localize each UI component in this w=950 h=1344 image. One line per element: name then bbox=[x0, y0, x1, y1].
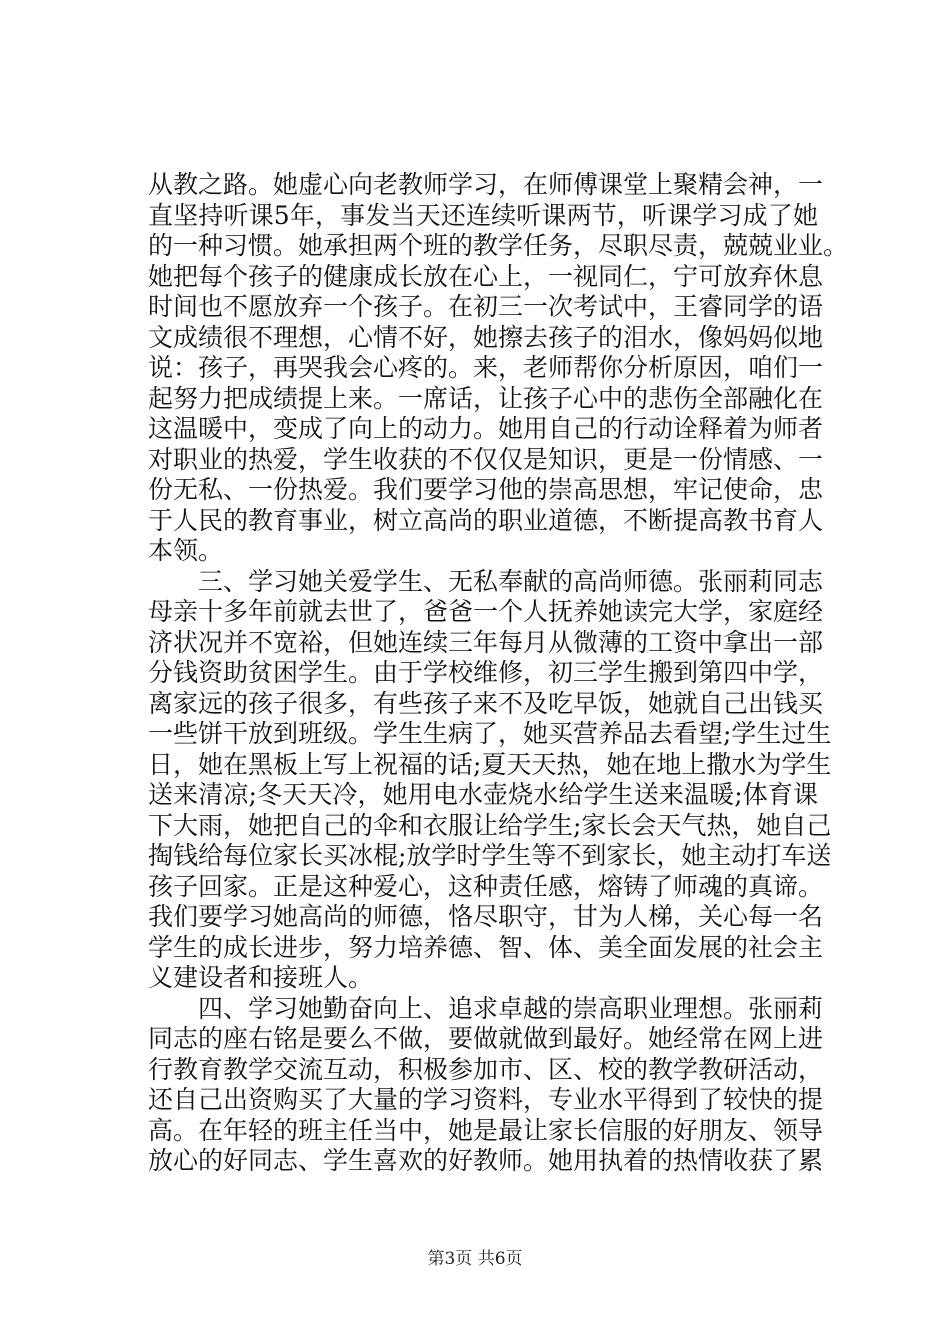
text-line-24: 孩子回家。正是这种爱心，这种责任感，熔铸了师魂的真谛。 bbox=[148, 871, 824, 901]
document-body bbox=[148, 170, 849, 1177]
text-line-25: 我们要学习她高尚的师德，恪尽职守，甘为人梯，关心每一名 bbox=[148, 902, 824, 931]
text-line-19: 一些饼干放到班级。学生生病了，她买营养品去看望;学生过生 bbox=[148, 719, 832, 748]
text-line-9: 这温暖中，变成了向上的动力。她用自己的行动诠释着为师者 bbox=[148, 414, 824, 443]
page-number-footer: 第3页 共6页 bbox=[427, 1249, 523, 1269]
text-line-20: 日，她在黑板上写上祝福的话;夏天天热，她在地上撒水为学生 bbox=[148, 749, 832, 779]
text-line-22: 下大雨，她把自己的伞和衣服让给学生;家长会天气热，她自己 bbox=[148, 810, 832, 840]
text-line-31: 还自己出资购买了大量的学习资料，专业水平得到了较快的提 bbox=[148, 1085, 824, 1114]
text-line-26: 学生的成长进步，努力培养德、智、体、美全面发展的社会主 bbox=[148, 932, 824, 962]
text-line-8: 起努力把成绩提上来。一席话，让孩子心中的悲伤全部融化在 bbox=[148, 383, 824, 413]
text-line-5: 时间也不愿放弃一个孩子。在初三一次考试中，王睿同学的语 bbox=[148, 292, 824, 321]
text-line-27: 义建设者和接班人。 bbox=[148, 963, 374, 992]
text-line-21: 送来清凉;冬天天冷，她用电水壶烧水给学生送来温暖;体育课 bbox=[148, 780, 818, 809]
text-line-33: 放心的好同志、学生喜欢的好教师。她用执着的热情收获了累 bbox=[148, 1146, 824, 1175]
text-line-3: 的一种习惯。她承担两个班的教学任务，尽职尽责，兢兢业业。 bbox=[148, 231, 849, 260]
text-line-11: 份无私、一份热爱。我们要学习他的崇高思想，牢记使命，忠 bbox=[148, 475, 824, 504]
text-line-23: 掏钱给每位家长买冰棍;放学时学生等不到家长，她主动打车送 bbox=[148, 841, 832, 870]
text-line-32: 高。在年轻的班主任当中，她是最让家长信服的好朋友、领导 bbox=[148, 1115, 824, 1145]
text-line-12: 于人民的教育事业，树立高尚的职业道德，不断提高教书育人 bbox=[148, 505, 824, 535]
text-line-30: 行教育教学交流互动，积极参加市、区、校的教学教研活动， bbox=[148, 1054, 824, 1084]
text-line-10: 对职业的热爱，学生收获的不仅仅是知识，更是一份情感、一 bbox=[148, 444, 824, 474]
text-line-18: 离家远的孩子很多，有些孩子来不及吃早饭，她就自己出钱买 bbox=[148, 688, 824, 718]
text-line-14: 三、学习她关爱学生、无私奉献的高尚师德。张丽莉同志 bbox=[148, 566, 824, 596]
text-line-15: 母亲十多年前就去世了，爸爸一个人抚养她读完大学，家庭经 bbox=[148, 597, 824, 626]
text-line-6: 文成绩很不理想，心情不好，她擦去孩子的泪水，像妈妈似地 bbox=[148, 322, 824, 352]
text-line-17: 分钱资助贫困学生。由于学校维修，初三学生搬到第四中学， bbox=[148, 658, 824, 687]
text-line-13: 本领。 bbox=[148, 536, 224, 565]
text-line-29: 同志的座右铭是要么不做，要做就做到最好。她经常在网上进 bbox=[148, 1024, 824, 1053]
text-line-4: 她把每个孩子的健康成长放在心上，一视同仁，宁可放弃休息 bbox=[148, 261, 824, 291]
text-line-16: 济状况并不宽裕，但她连续三年每月从微薄的工资中拿出一部 bbox=[148, 627, 824, 657]
text-line-7: 说：孩子，再哭我会心疼的。来，老师帮你分析原因，咱们一 bbox=[148, 353, 824, 382]
text-line-28: 四、学习她勤奋向上、追求卓越的崇高职业理想。张丽莉 bbox=[148, 993, 824, 1023]
text-line-2: 直坚持听课5年，事发当天还连续听课两节，听课学习成了她 bbox=[148, 200, 818, 230]
text-line-1: 从教之路。她虚心向老教师学习，在师傅课堂上聚精会神，一 bbox=[148, 170, 824, 199]
